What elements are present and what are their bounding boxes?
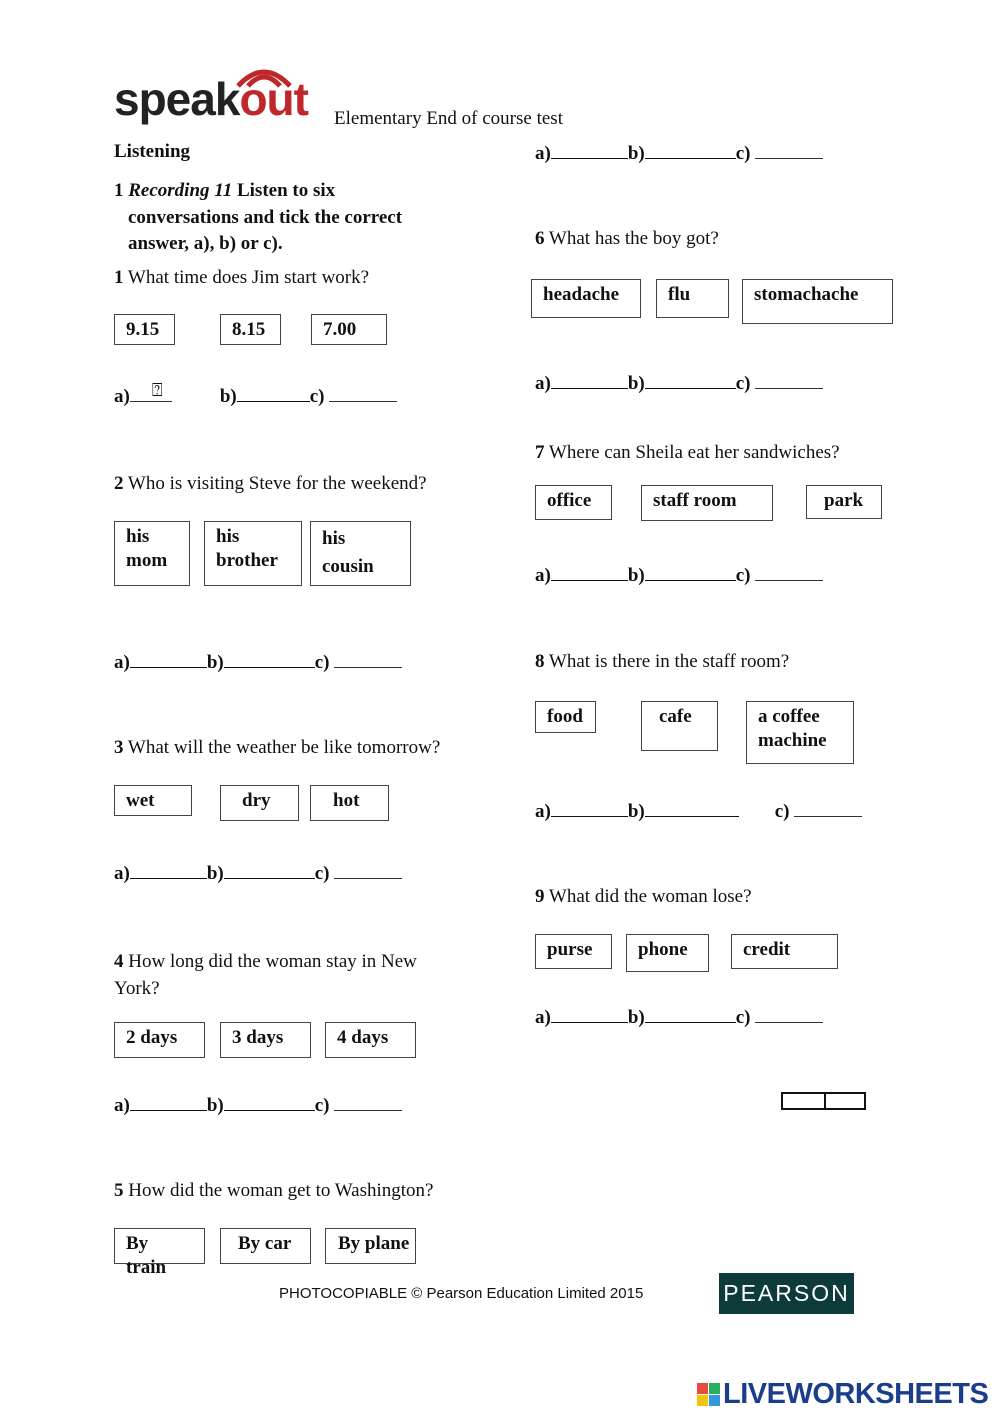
answer-8-b-input[interactable] [645,800,739,817]
question-9: 9 What did the woman lose? [535,886,752,907]
option-6-c: stomachache [742,279,893,324]
option-1-b: 8.15 [220,314,281,345]
option-1-c: 7.00 [311,314,387,345]
question-8: 8 What is there in the staff room? [535,651,790,672]
logo [114,60,329,126]
question-5: 5 How did the woman get to Washington? [114,1180,434,1201]
answer-7-b-input[interactable] [645,564,736,581]
copyright: PHOTOCOPIABLE © Pearson Education Limited 2015 [279,1285,644,1302]
option-9-a: purse [535,934,612,969]
option-6-a: headache [531,279,641,318]
answer-2-a-input[interactable] [130,651,207,668]
option-5-a: By train [114,1228,205,1264]
question-3: 3 What will the weather be like tomorrow? [114,737,441,758]
option-3-c: hot [310,785,389,821]
option-4-b: 3 days [220,1022,311,1058]
liveworksheets-icon [697,1383,720,1406]
answer-2-b-input[interactable] [224,651,315,668]
option-7-c: park [806,485,882,519]
option-6-b: flu [656,279,729,318]
answer-9-c-input[interactable] [755,1006,823,1023]
answer-row-2: a) b) c) [114,651,402,674]
option-7-b: staff room [641,485,773,521]
answer-3-a-input[interactable] [130,862,207,879]
instructions: 1 Recording 11 Listen to six conversations and tick the correct answer, a), b) or c). [114,180,403,254]
logo-speak: speak [114,73,240,125]
score-box-divider [824,1094,826,1108]
answer-4-a-input[interactable] [130,1094,207,1111]
answer-2-c-input[interactable] [334,651,402,668]
answer-3-c-input[interactable] [334,862,402,879]
option-8-c: a coffee machine [746,701,854,764]
option-1-a: 9.15 [114,314,175,345]
answer-3-b-input[interactable] [224,862,315,879]
answer-row-3: a) b) c) [114,862,402,885]
answer-5-c-input[interactable] [755,142,823,159]
answer-5-a-input[interactable] [551,142,628,159]
answer-6-b-input[interactable] [645,372,736,389]
option-4-c: 4 days [325,1022,416,1058]
option-9-b: phone [626,934,709,972]
option-9-c: credit [731,934,838,969]
score-box [781,1092,866,1110]
question-6: 6 What has the boy got? [535,228,719,249]
question-2: 2 Who is visiting Steve for the weekend? [114,473,427,494]
answer-9-a-input[interactable] [551,1006,628,1023]
question-1: 1 What time does Jim start work? [114,267,370,288]
answer-4-b-input[interactable] [224,1094,315,1111]
liveworksheets-text: LIVEWORKSHEETS [723,1377,989,1410]
answer-6-a-input[interactable] [551,372,628,389]
option-2-a: his mom [114,521,190,586]
answer-1-a-input[interactable] [130,380,172,402]
question-7: 7 Where can Sheila eat her sandwiches? [535,442,840,463]
answer-9-b-input[interactable] [645,1006,736,1023]
checkbox-icon[interactable]: ⍰ [151,380,163,400]
answer-7-c-input[interactable] [755,564,823,581]
answer-1-c-input[interactable] [329,385,397,402]
answer-row-6: a) b) c) [535,372,823,395]
page-subtitle: Elementary End of course test [334,108,563,129]
logo-out: out [239,73,308,125]
answer-row-8: a) b) c) [535,800,862,823]
option-5-b: By car [220,1228,311,1264]
liveworksheets-logo [697,1377,988,1411]
option-7-a: office [535,485,612,520]
section-title: Listening [114,141,191,162]
answer-row-4: a) b) c) [114,1094,402,1117]
answer-row-7: a) b) c) [535,564,823,587]
answer-1-b-input[interactable] [237,385,310,402]
question-4: 4 How long did the woman stay in New York? [114,951,417,999]
option-2-c: his cousin [310,521,411,586]
answer-6-c-input[interactable] [755,372,823,389]
answer-4-c-input[interactable] [334,1094,402,1111]
answer-row-5: a) b) c) [535,142,823,165]
pearson-logo: PEARSON [719,1273,854,1314]
option-8-b: cafe [641,701,718,751]
answer-row-1: a) ⍰ b) c) [114,385,397,408]
answer-8-c-input[interactable] [794,800,862,817]
answer-8-a-input[interactable] [551,800,628,817]
option-4-a: 2 days [114,1022,205,1058]
option-2-b: his brother [204,521,302,586]
answer-row-9: a) b) c) [535,1006,823,1029]
answer-7-a-input[interactable] [551,564,628,581]
option-3-a: wet [114,785,192,816]
option-8-a: food [535,701,596,733]
option-3-b: dry [220,785,299,821]
option-5-c: By plane [325,1228,416,1264]
answer-5-b-input[interactable] [645,142,736,159]
